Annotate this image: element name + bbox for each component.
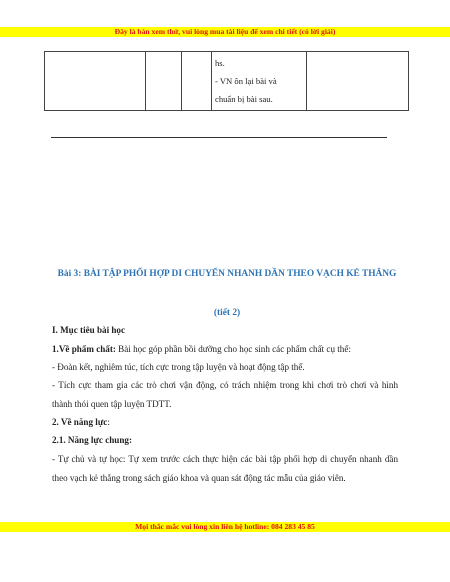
lesson-subtitle: (tiết 2) <box>213 308 241 318</box>
heading-text: 2. Về năng lực <box>52 417 108 427</box>
heading-text: 2.1. Năng lực chung: <box>52 435 132 445</box>
table-row <box>45 52 409 111</box>
table-cell <box>307 52 409 111</box>
paragraph-bullet: - Đoàn kết, nghiêm túc, tích cực trong tập luyện và hoạt động tập thể. <box>52 362 305 372</box>
table-cell <box>45 52 146 111</box>
table-cell-line: chuẩn bị bài sau. <box>215 94 273 104</box>
paragraph-bullet: - Tích cực tham gia các trò chơi vận động, có trách nhiệm trong khi chơi trò chơi và hình thành thói quen tập luyện TDTT. <box>52 380 398 409</box>
paragraph-text: Bài học góp phần bồi dưỡng cho học sinh các phẩm chất cụ thể: <box>115 344 351 354</box>
hotline-banner-text: Mọi thắc mắc vui lòng xin liên hệ hotline: 084 283 45 85 <box>135 522 315 531</box>
lesson-plan-table-fragment <box>44 51 409 111</box>
preview-banner <box>0 27 450 37</box>
paragraph-qualities <box>52 340 398 359</box>
lesson-title: Bài 3: BÀI TẬP PHỐI HỢP DI CHUYỂN NHANH DẦN THEO VẠCH KẺ THẲNG <box>57 269 397 279</box>
paragraph-label: 1.Về phẩm chất: <box>52 344 116 354</box>
heading-competencies <box>52 413 398 432</box>
table-cell-line: hs. <box>215 58 225 68</box>
preview-banner-text: Đây là bản xem thử, vui lòng mua tài liệu để xem chi tiết (có lời giải) <box>114 27 336 36</box>
paragraph-bullet: - Tự chủ và tự học: Tự xem trước cách thực hiện các bài tập phối hợp di chuyển nhanh dần theo vạch kẻ thẳng trong sách giáo khoa và quan sát động tác mẫu của giáo viên. <box>52 454 398 483</box>
heading-objectives <box>52 321 398 340</box>
hotline-banner <box>0 522 450 532</box>
table-cell <box>146 52 182 111</box>
heading-text: I. Mục tiêu bài học <box>52 325 126 335</box>
heading-colon: : <box>107 417 110 427</box>
heading-general-competencies <box>52 431 398 450</box>
table-cell <box>212 52 307 111</box>
table-cell <box>182 52 212 111</box>
section-divider <box>51 137 387 138</box>
table-cell-line: - VN ôn lại bài và <box>215 76 277 86</box>
